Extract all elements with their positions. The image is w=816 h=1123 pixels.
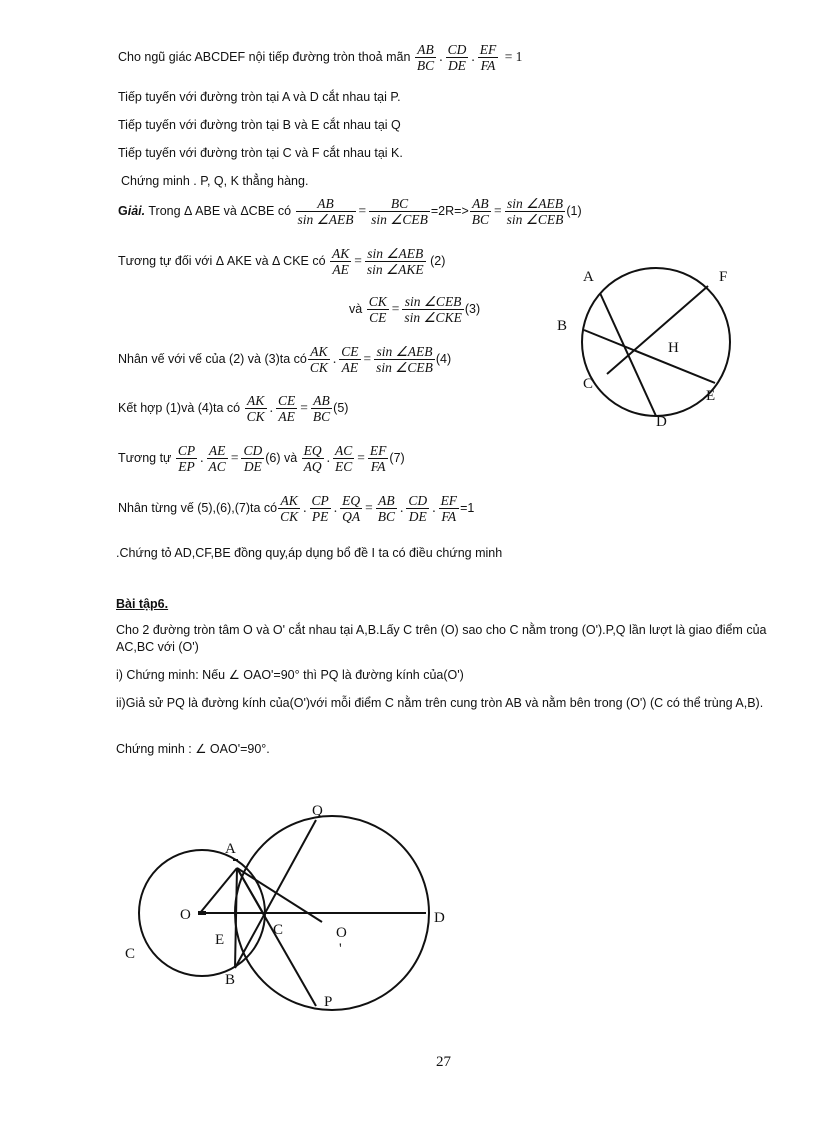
solution-step2: Tương tự đối với Δ AKE và Δ CKE có $\frac{AK}{AE}$ = $\frac{\text{sin ∠AEB}}{\text{sin ∠AKE}}$ (2) [118,246,446,277]
label-B: B [225,972,236,988]
label-C-outer: C [125,946,136,962]
problem5-statement: Cho ngũ giác ABCDEF nội tiếp đường tròn thoả mãn $\frac{AB}{BC}$ . $\frac{CD}{DE}$ . $\frac{EF}{FA}$ = 1 [118,42,523,73]
label-E: E [706,388,716,404]
fraction: $\frac{EQ}{AQ}$ [303,443,322,474]
fraction: $\frac{\text{sin ∠AEB}}{\text{sin ∠CEB}}$ [506,196,564,227]
label-P: P [324,994,333,1010]
solution-step7: Nhân từng vế (5),(6),(7)ta có $\frac{AK}{CK}$ . $\frac{CP}{PE}$ . $\frac{EQ}{QA}$ = $\frac{AB}{BC}$ . $\frac{CD}{DE}$ . $\frac{EF}{FA}$ =1 [118,493,475,524]
line-BQ [235,820,316,968]
line-OA [200,868,237,913]
problem5-line3: Tiếp tuyến với đường tròn tại B và E cắt nhau tại Q [118,118,401,132]
label-D: D [434,910,445,926]
problem6-title: Bài tập6. [116,597,169,611]
problem5-line4: Tiếp tuyến với đường tròn tại C và F cắt nhau tại K. [118,146,403,160]
fraction: $\frac{CD}{DE}$ [408,493,428,524]
fraction: $\frac{AE}{AC}$ [208,443,226,474]
fraction: $\frac{CD}{DE}$ [243,443,263,474]
label-prime-mark: ' [339,941,342,957]
problem5-prove: Chứng minh . P, Q, K thẳng hàng. [121,174,309,188]
problem5-line2: Tiếp tuyến với đường tròn tại A và D cắt nhau tại P. [118,90,401,104]
problem6-p1: Cho 2 đường tròn tâm O và O' cắt nhau tại A,B.Lấy C trên (O) sao cho C nằm trong (O').P,Q lần lượt là giao điểm của AC,BC với (O') [116,623,767,654]
label-C: C [583,376,594,392]
fraction: $\frac{EQ}{QA}$ [342,493,361,524]
equals-one: = 1 [504,48,523,64]
fraction: $\frac{AK}{CK}$ [246,393,265,424]
fraction: $\frac{BC}{\text{sin ∠CEB}}$ [371,196,428,227]
page-number: 27 [436,1054,451,1070]
fraction: $\frac{CE}{AE}$ [278,393,296,424]
fraction: $\frac{\text{sin ∠CEB}}{\text{sin ∠CKE}}$ [404,294,462,325]
line-AE [237,868,263,913]
label-F: F [719,269,728,285]
fraction: $\frac{EF}{FA}$ [440,493,458,524]
fraction: $\frac{CK}{CE}$ [368,294,387,325]
solution-step6: Tương tự $\frac{CP}{EP}$ . $\frac{AE}{AC}$ = $\frac{CD}{DE}$ (6) và $\frac{EQ}{AQ}$ . $\frac{AC}{EC}$ = $\frac{EF}{FA}$ (7) [118,443,405,474]
line-AB [235,868,237,968]
label-D: D [656,414,667,430]
solution-conclusion: .Chứng tỏ AD,CF,BE đồng quy,áp dụng bổ đề I ta có điều chứng minh [116,546,503,560]
problem6-p4: Chứng minh : ∠ OAO'=90°. [116,742,270,756]
label-A: A [583,269,594,285]
problem5-intro: Cho ngũ giác ABCDEF nội tiếp đường tròn thoả mãn [118,49,411,64]
solution-step5: Kết hợp (1)và (4)ta có $\frac{AK}{CK}$ . $\frac{CE}{AE}$ = $\frac{AB}{BC}$ (5) [118,393,349,424]
fraction: $\frac{AB}{BC}$ [377,493,396,524]
label-O-prime: O [336,925,347,941]
fraction: $\frac{AK}{CK}$ [309,344,328,375]
label-Q: Q [312,803,323,819]
fraction: $\frac{EF}{FA}$ [369,443,387,474]
fraction: $\frac{AB}{BC}$ [471,196,490,227]
fraction: $\frac{AB}{\text{sin ∠AEB}}$ [297,196,354,227]
label-B: B [557,318,568,334]
solution-step3: và $\frac{CK}{CE}$ = $\frac{\text{sin ∠CEB}}{\text{sin ∠CKE}}$ (3) [349,294,481,325]
solution-label: Giải. [118,203,146,218]
fraction: $\frac{CE}{AE}$ [341,344,359,375]
fraction: $\frac{EF}{FA}$ [479,42,497,73]
label-E: E [215,932,225,948]
label-O: O [180,907,191,923]
fraction: $\frac{CP}{EP}$ [177,443,196,474]
fraction: $\frac{CP}{PE}$ [311,493,329,524]
solution-step1: Giải. Trong Δ ABE và ΔCBE có $\frac{AB}{\text{sin ∠AEB}}$ = $\frac{BC}{\text{sin ∠CEB}}$ =2R=> $\frac{AB}{BC}$ = $\frac{\text{sin ∠AEB}}{\text{sin ∠CEB}}$ (1) [118,196,582,227]
fraction: $\frac{AC}{EC}$ [335,443,353,474]
label-A: A [225,841,236,857]
fraction: $\frac{\text{sin ∠AEB}}{\text{sin ∠CEB}}$ [376,344,433,375]
problem6-p3: ii)Giả sử PQ là đường kính của(O')với mỗi điểm C nằm trên cung tròn AB và nằm bên trong (O') (C có thể trùng A,B). [116,696,764,710]
problem6-p2: i) Chứng minh: Nếu ∠ OAO'=90° thì PQ là đường kính của(O') [116,668,464,682]
solution-step4: Nhân vế với vế của (2) và (3)ta có $\frac{AK}{CK}$ . $\frac{CE}{AE}$ = $\frac{\text{sin ∠AEB}}{\text{sin ∠CEB}}$ (4) [118,344,452,375]
label-C-inner: C [273,922,284,938]
fraction: $\frac{AB}{BC}$ [312,393,331,424]
label-H: H [668,340,679,356]
fraction: $\frac{CD}{DE}$ [447,42,467,73]
fraction: $\frac{\text{sin ∠AEB}}{\text{sin ∠AKE}}$ [366,246,424,277]
fraction: $\frac{AK}{CK}$ [280,493,299,524]
fraction: $\frac{AB}{BC}$ [416,42,435,73]
fraction: $\frac{AK}{AE}$ [332,246,350,277]
